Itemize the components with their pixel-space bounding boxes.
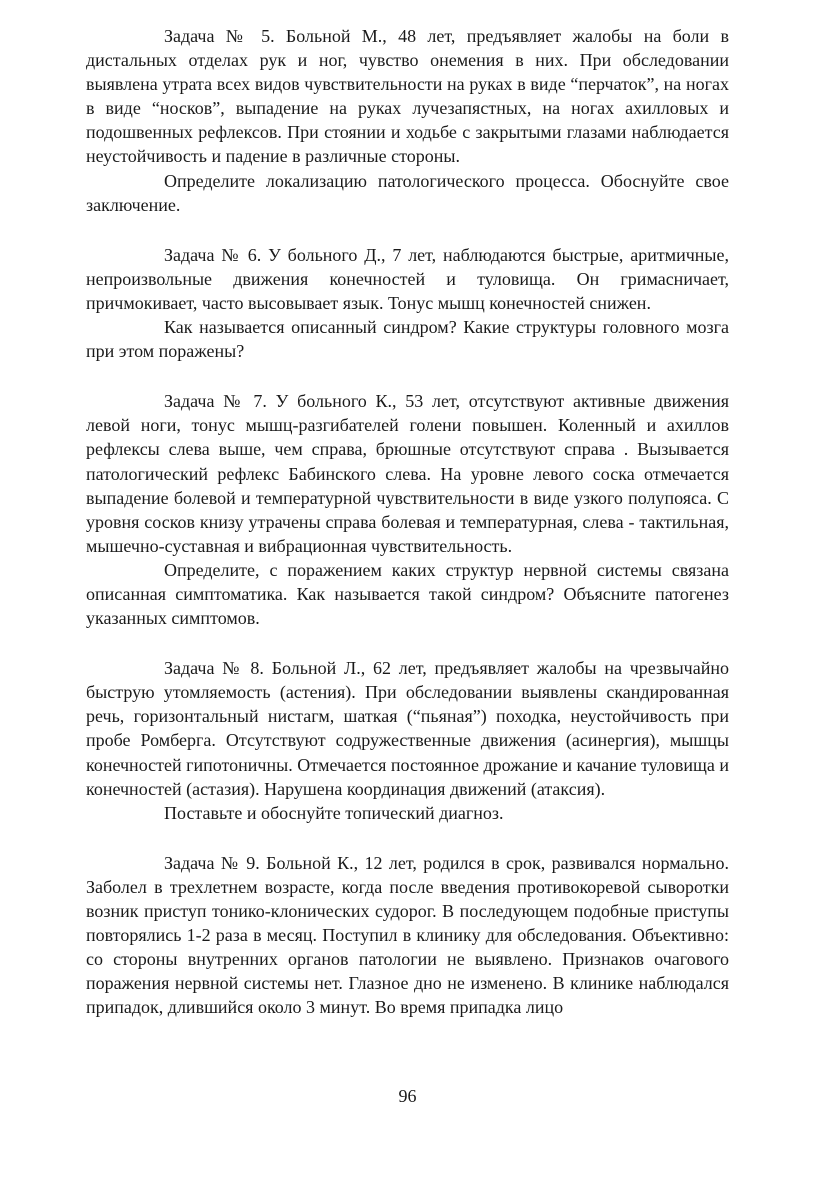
task-5-condition: Задача № 5. Больной М., 48 лет, предъявляет жалобы на боли в дистальных отделах рук и ног, чувство онемения в них. При обследовании выявлена утрата всех видов чувствительности на руках в виде “перчаток”, на ногах в виде “носков”, выпадение на руках лучезапястных, на ногах ахилловых и подошвенных рефлексов. При стоянии и ходьбе с закрытыми глазами наблюдается неустойчивость и падение в различные стороны. <box>86 26 729 167</box>
task-8-question: Поставьте и обоснуйте топический диагноз. <box>164 802 504 823</box>
task-5-question: Определите локализацию патологического процесса. Обоснуйте свое заключение. <box>86 170 729 215</box>
task-9-condition: Задача № 9. Больной К., 12 лет, родился в срок, развивался нормально. Заболел в трехлетнем возрасте, когда после введения противокоревой сыворотки возник приступ тонико-клонических судорог. В последующем подобные приступы повторялись 1-2 раза в месяц. Поступил в клинику для обследования. Объективно: со стороны внутренних органов патологии не выявлено. Признаков очагового поражения нервной системы нет. Глазное дно не изменено. В клинике наблюдался припадок, длившийся около 3 минут. Во время припадка лицо <box>86 852 729 1018</box>
task-6-condition: Задача № 6. У больного Д., 7 лет, наблюдаются быстрые, аритмичные, непроизвольные движения конечностей и туловища. Он гримасничает, причмокивает, часто высовывает язык. Тонус мышц конечностей снижен. <box>86 244 729 313</box>
task-6-question: Как называется описанный синдром? Какие структуры головного мозга при этом поражены? <box>86 317 729 362</box>
document-page <box>86 24 729 1019</box>
task-5 <box>86 24 729 217</box>
page-number: 96 <box>398 1086 417 1106</box>
task-7 <box>86 389 729 630</box>
task-6 <box>86 243 729 363</box>
task-8 <box>86 656 729 825</box>
task-7-question: Определите, с поражением каких структур нервной системы связана описанная симптоматика. Как называется такой синдром? Объясните патогенез указанных симптомов. <box>86 559 729 629</box>
task-8-condition: Задача № 8. Больной Л., 62 лет, предъявляет жалобы на чрезвычайно быструю утомляемость (астения). При обследовании выявлены скандированная речь, горизонтальный нистагм, шаткая (“пьяная”) походка, неустойчивость при пробе Ромберга. Отсутствуют содружественные движения (асинергия), мышцы конечностей гипотоничны. Отмечается постоянное дрожание и качание туловища и конечностей (астазия). Нарушена координация движений (атаксия). <box>86 658 729 799</box>
task-7-condition: Задача № 7. У больного К., 53 лет, отсутствуют активные движения левой ноги, тонус мышц-разгибателей голени повышен. Коленный и ахиллов рефлексы слева выше, чем справа, брюшные отсутствуют справа . Вызывается патологический рефлекс Бабинского слева. На уровне левого соска отмечается выпадение болевой и температурной чувствительности в виде узкого полупояса. С уровня сосков книзу утрачены справа болевая и температурная, слева - тактильная, мышечно-суставная и вибрационная чувствительность. <box>86 391 729 556</box>
task-9 <box>86 851 729 1020</box>
